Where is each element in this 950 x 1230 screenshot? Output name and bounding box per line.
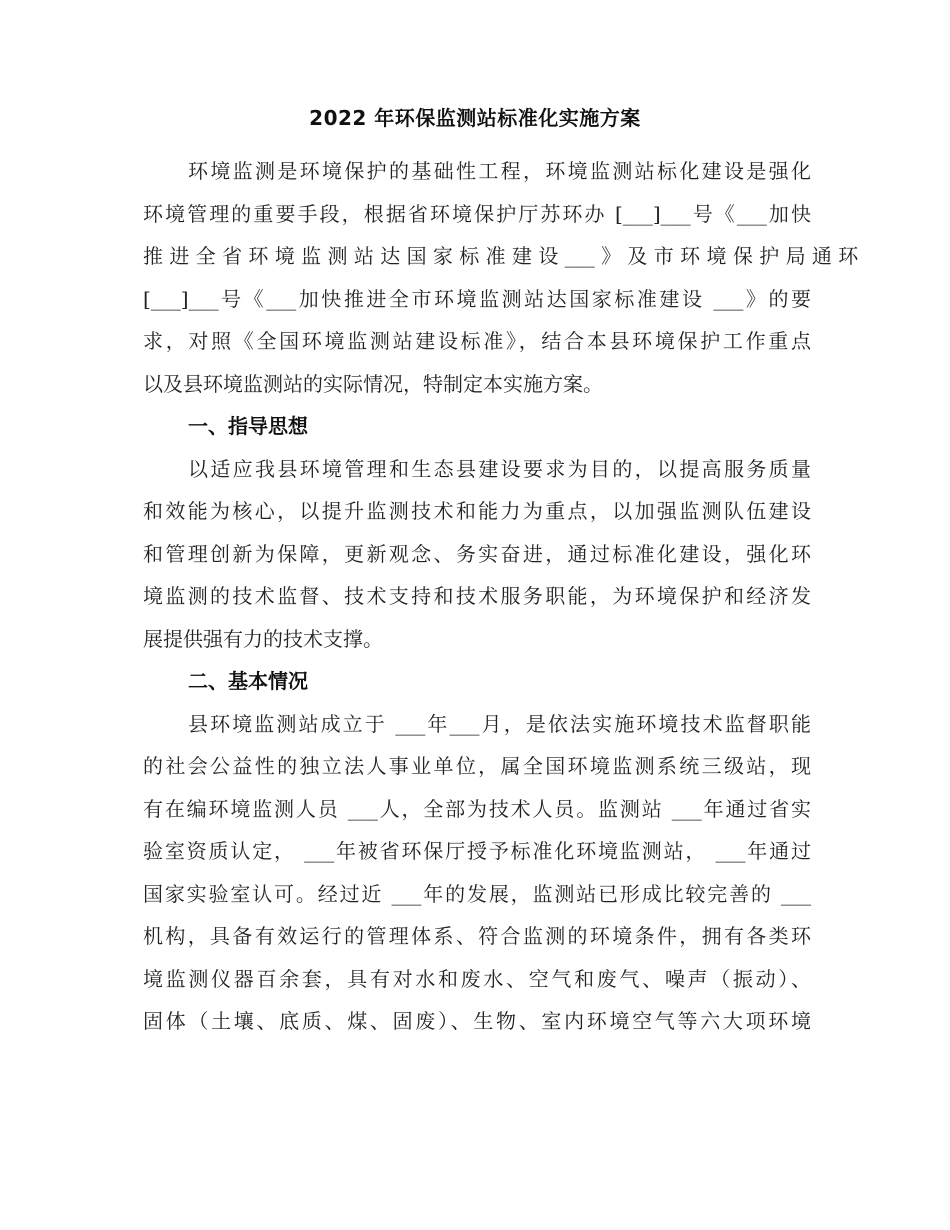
paragraph-line: 展提供强有力的技术支撑。 (143, 627, 383, 651)
paragraph-line: [___]___号《___加快推进全市环境监测站达国家标准建设 ___》的要 (143, 287, 811, 311)
paragraph-line: 境监测的技术监督、技术支持和技术服务职能，为环境保护和经济发 (143, 584, 811, 608)
paragraph-line: 的社会公益性的独立法人事业单位，属全国环境监测系统三级站，现 (143, 754, 811, 778)
paragraph-line: 求，对照《全国环境监测站建设标准》，结合本县环境保护工作重点 (143, 329, 811, 353)
section-heading: 二、基本情况 (188, 669, 308, 693)
paragraph-line: 以及县环境监测站的实际情况，特制定本实施方案。 (143, 372, 603, 396)
paragraph-line: 县环境监测站成立于 ___年___月，是依法实施环境技术监督职能 (188, 712, 811, 736)
paragraph-line: 有在编环境监测人员 ___人，全部为技术人员。监测站 ___年通过省实 (143, 797, 811, 821)
paragraph-line: 境监测仪器百余套，具有对水和废水、空气和废气、噪声（振动）、 (143, 967, 811, 991)
paragraph-line: 和效能为核心，以提升监测技术和能力为重点，以加强监测队伍建设 (143, 499, 811, 523)
paragraph-line: 以适应我县环境管理和生态县建设要求为目的，以提高服务质量 (188, 457, 811, 481)
paragraph-line: 固体（土壤、底质、煤、固废）、生物、室内环境空气等六大项环境 (143, 1009, 811, 1033)
paragraph-line: 环境监测是环境保护的基础性工程，环境监测站标化建设是强化 (188, 159, 811, 183)
paragraph-line: 和管理创新为保障，更新观念、务实奋进，通过标准化建设，强化环 (143, 542, 811, 566)
paragraph-line: 环境管理的重要手段，根据省环境保护厅苏环办 [___]___号《___加快 (143, 202, 811, 226)
paragraph-line: 国家实验室认可。经过近 ___年的发展，监测站已形成比较完善的 ___ (143, 882, 811, 906)
paragraph-line: 验室资质认定， ___年被省环保厅授予标准化环境监测站， ___年通过 (143, 839, 811, 863)
paragraph-line: 推 进 全 省 环 境 监 测 站 达 国 家 标 准 建 设 ___ 》 及 市 环 境 保 护 局 通 环 (143, 244, 859, 268)
paragraph-line: 机构，具备有效运行的管理体系、符合监测的环境条件，拥有各类环 (143, 924, 811, 948)
section-heading: 一、指导思想 (188, 414, 308, 438)
document-title: 2022 年环保监测站标准化实施方案 (309, 106, 641, 130)
